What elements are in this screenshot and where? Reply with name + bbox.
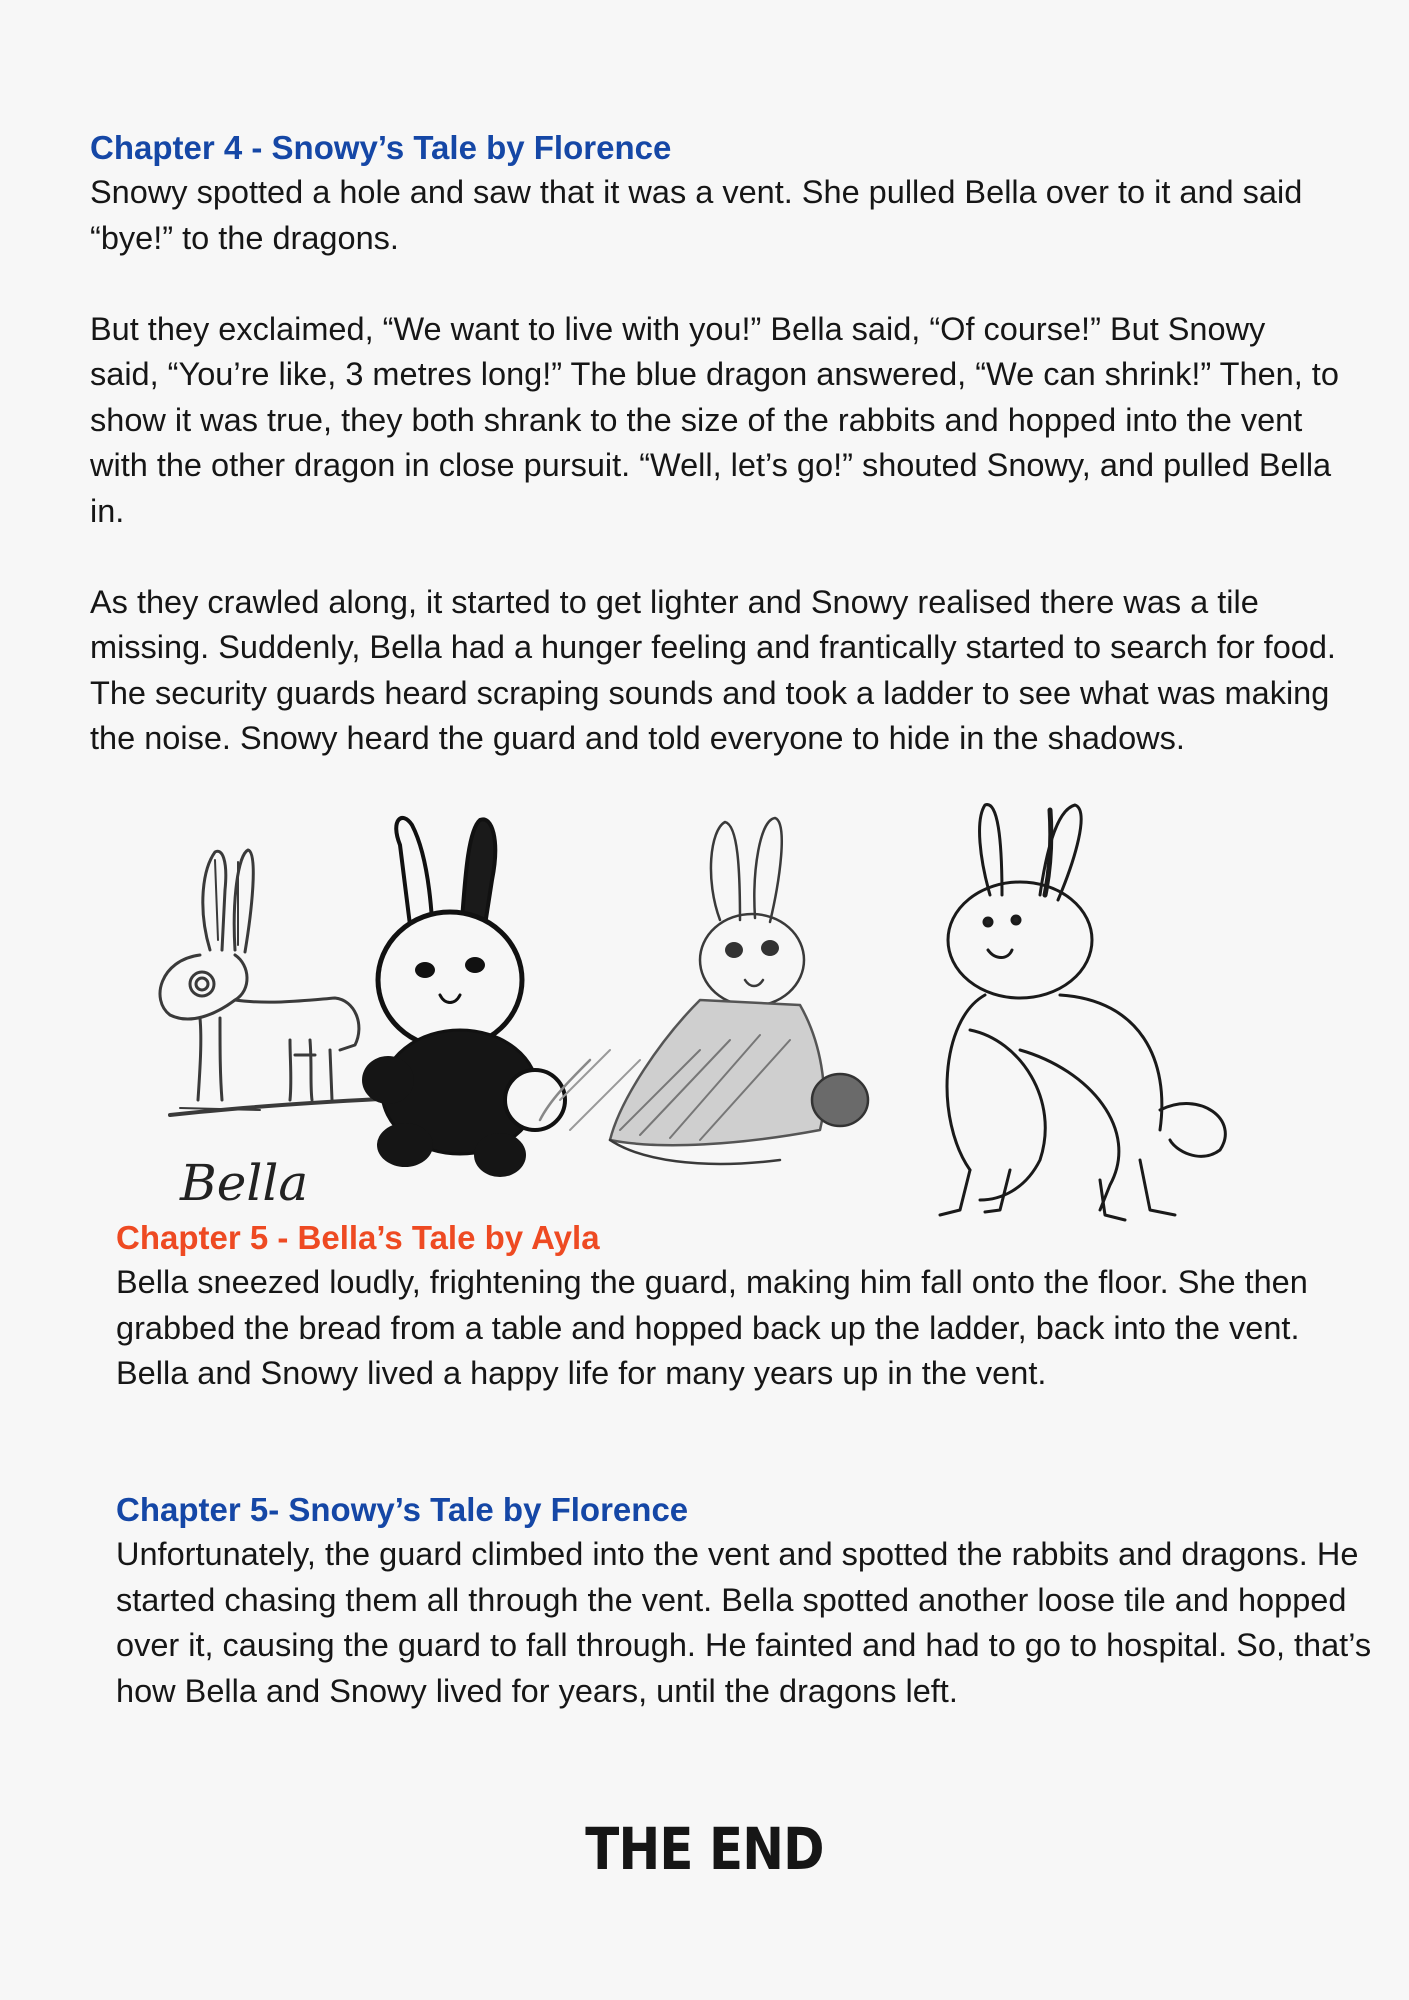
- bella-caption: Bella: [180, 1154, 309, 1212]
- pencil-shaded-rabbit-drawing: [540, 818, 868, 1164]
- line-rabbit-drawing: [940, 805, 1225, 1220]
- chapter-4-paragraph-2: But they exclaimed, “We want to live with you!” Bella said, “Of course!” But Snowy said, “You’re like, 3 metres long!” The blue dragon answered, “We can shrink!” Then, to show it was true, they both shrank to the size of the rabbits and hopped into the vent with the other dragon in close pursuit. “Well, let’s go!” shouted Snowy, and pulled Bella in.: [90, 310, 1339, 529]
- chapter-5-bella-heading: Chapter 5 - Bella’s Tale by Ayla: [116, 1219, 600, 1256]
- chapter-5-snowy-heading: Chapter 5- Snowy’s Tale by Florence: [116, 1491, 689, 1528]
- chapter-5-snowy-section: [116, 1488, 1376, 1714]
- chapter-5-bella-section: [116, 1216, 1376, 1397]
- the-end-title: THE END: [585, 1815, 824, 1883]
- chapter-5-snowy-paragraph: Unfortunately, the guard climbed into the vent and spotted the rabbits and dragons. He started chasing them all through the vent. Bella spotted another loose tile and hopped over it, causing the guard to fall through. He fainted and had to go to hospital. So, that’s how Bella and Snowy lived for years, until the dragons left.: [116, 1536, 1372, 1709]
- chapter-4-heading: Chapter 4 - Snowy’s Tale by Florence: [90, 129, 672, 166]
- chapter-4-paragraph-3: As they crawled along, it started to get lighter and Snowy realised there was a tile missing. Suddenly, Bella had a hunger feeling and frantically started to search for food. The security guards heard scraping sounds and took a ladder to see what was making the noise. Snowy heard the guard and told everyone to hide in the shadows.: [90, 583, 1336, 756]
- chapter-4-section: [90, 126, 1340, 807]
- rabbit-drawings: [140, 800, 1300, 1240]
- chapter-4-paragraph-1: Snowy spotted a hole and saw that it was a vent. She pulled Bella over to it and said “bye!” to the dragons.: [90, 174, 1303, 256]
- chapter-5-bella-paragraph: Bella sneezed loudly, frightening the guard, making him fall onto the floor. She then grabbed the bread from a table and hopped back up the ladder, back into the vent. Bella and Snowy lived a happy life for many years up in the vent.: [116, 1264, 1308, 1391]
- black-rabbit-drawing: [362, 818, 565, 1177]
